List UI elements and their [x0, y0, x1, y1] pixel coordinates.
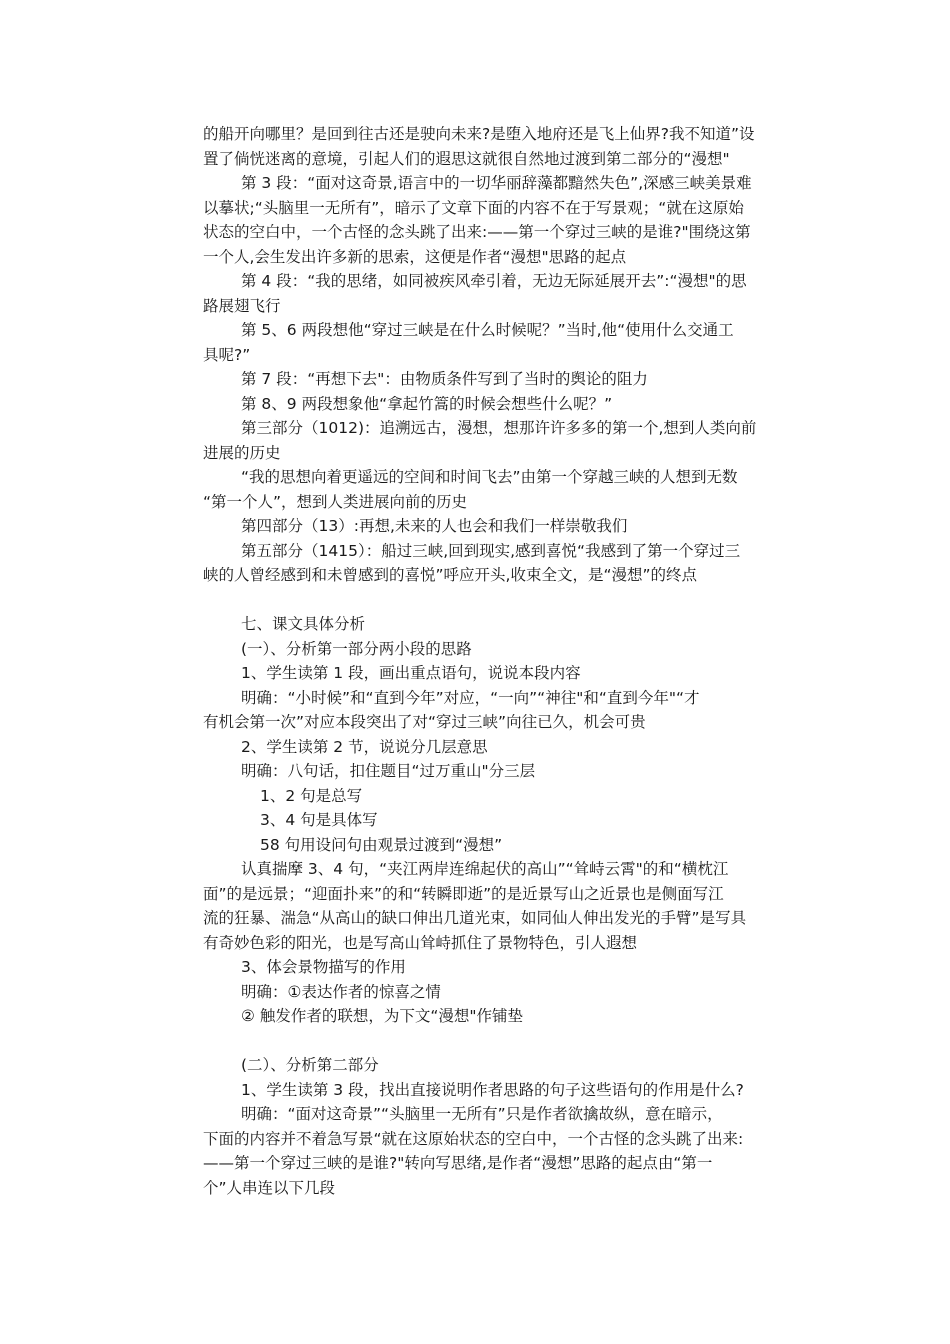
text-line: 下面的内容并不着急写景“就在这原始状态的空白中，一个古怪的念头跳了出来:: [203, 1129, 744, 1148]
paragraph: [203, 514, 811, 539]
text-line: “我的思想向着更遥远的空间和时间飞去”由第一个穿越三峡的人想到无数: [241, 468, 738, 486]
text-line: 进展的历史: [203, 443, 281, 462]
paragraph: [203, 122, 811, 171]
text-line: (一）、分析第一部分两小段的思路: [241, 639, 472, 658]
text-line: 有机会第一次”对应本段突出了对“穿过三峡”向往已久，机会可贵: [203, 713, 646, 731]
text-line: 第四部分（13）:再想,未来的人也会和我们一样崇敬我们: [241, 517, 628, 535]
text-line: 明确：“面对这奇景”“头脑里一无所有”只是作者欲擒故纵，意在暗示，: [241, 1105, 723, 1123]
text-line: ② 触发作者的联想，为下文“漫想"作铺垫: [241, 1007, 523, 1025]
text-line: 第 4 段：“我的思绪，如同被疾风牵引着，无边无际延展开去”:“漫想"的思: [241, 272, 747, 290]
text-line: 1、2 句是总写: [260, 786, 363, 805]
paragraph: [203, 171, 811, 269]
paragraph: [203, 686, 811, 735]
paragraph: [203, 1004, 811, 1029]
paragraph: [203, 269, 811, 318]
text-line: 1、学生读第 1 段，画出重点语句，说说本段内容: [241, 664, 581, 682]
paragraph: [203, 980, 811, 1005]
paragraph: [203, 857, 811, 955]
blank-line: [203, 588, 811, 613]
text-line: 状态的空白中，一个古怪的念头跳了出来:——第一个穿过三峡的是谁?"围绕这第: [203, 223, 751, 241]
paragraph: [203, 784, 811, 809]
paragraph: [203, 833, 811, 858]
paragraph: [203, 661, 811, 686]
text-line: 置了倘恍迷离的意境，引起人们的遐思这就很自然地过渡到第二部分的“漫想": [203, 149, 730, 168]
text-line: 面”的是远景；“迎面扑来”的和“转瞬即逝”的是近景写山之近景也是侧面写江: [203, 884, 724, 903]
text-line: 一个人,会生发出许多新的思索，这便是作者“漫想"思路的起点: [203, 247, 627, 266]
paragraph: [203, 465, 811, 514]
text-line: 第 7 段：“再想下去"：由物质条件写到了当时的舆论的阻力: [241, 370, 648, 388]
text-line: 峡的人曾经感到和未曾感到的喜悦”呼应开头,收束全文，是“漫想”的终点: [203, 566, 698, 584]
text-line: “第一个人”，想到人类进展向前的历史: [203, 492, 468, 511]
text-line: 第 8、9 两段想象他“拿起竹篙的时候会想些什么呢？”: [241, 394, 613, 413]
text-line: 第五部分（1415）：船过三峡,回到现实,感到喜悦“我感到了第一个穿过三: [241, 541, 741, 560]
text-line: 3、4 句是具体写: [260, 811, 378, 829]
text-line: 第三部分（1012)：追溯远古，漫想，想那许许多多的第一个,想到人类向前: [241, 419, 757, 437]
text-line: 3、体会景物描写的作用: [241, 958, 406, 976]
blank-line: [203, 1029, 811, 1054]
paragraph: [203, 416, 811, 465]
text-line: 七、课文具体分析: [241, 615, 366, 633]
paragraph: [203, 1078, 811, 1103]
paragraph: [203, 539, 811, 588]
paragraph: [203, 808, 811, 833]
text-line: 第 5、6 两段想他“穿过三峡是在什么时候呢？”当时,他“使用什么交通工: [241, 321, 734, 339]
text-line: 明确：①表达作者的惊喜之情: [241, 982, 441, 1001]
text-line: 有奇妙色彩的阳光，也是写高山耸峙抓住了景物特色，引人遐想: [203, 933, 638, 952]
text-line: 的船开向哪里？是回到往古还是驶向未来?是堕入地府还是飞上仙界?我不知道”设: [203, 125, 755, 143]
text-line: 认真揣摩 3、4 句，“夹江两岸连绵起伏的高山”“耸峙云霄"的和“横枕江: [241, 860, 729, 878]
paragraph: [203, 318, 811, 367]
text-line: 明确：“小时候”和“直到今年”对应，“一向”“神往"和“直到今年"“才: [241, 688, 700, 707]
document-body: [203, 122, 811, 1200]
text-line: 以摹状;“头脑里一无所有”，暗示了文章下面的内容不在于写景观；“就在这原始: [203, 198, 744, 217]
text-line: (二）、分析第二部分: [241, 1056, 379, 1074]
text-line: ——第一个穿过三峡的是谁?"转向写思绪,是作者“漫想”思路的起点由“第一: [203, 1154, 713, 1172]
paragraph: [203, 759, 811, 784]
text-line: 1、学生读第 3 段，找出直接说明作者思路的句子这些语句的作用是什么?: [241, 1080, 744, 1099]
paragraph: [203, 392, 811, 417]
paragraph: [203, 637, 811, 662]
paragraph: [203, 367, 811, 392]
text-line: 个”人串连以下几段: [203, 1178, 336, 1197]
paragraph: [203, 735, 811, 760]
text-line: 第 3 段：“面对这奇景,语言中的一切华丽辞藻都黯然失色”,深感三峡美景难: [241, 174, 752, 192]
paragraph: [203, 612, 811, 637]
text-line: 58 句用设问句由观景过渡到“漫想”: [260, 835, 503, 854]
text-line: 明确：八句话，扣住题目“过万重山"分三层: [241, 762, 536, 780]
paragraph: [203, 1053, 811, 1078]
text-line: 具呢?”: [203, 345, 251, 364]
paragraph: [203, 955, 811, 980]
paragraph: [203, 1102, 811, 1200]
text-line: 流的狂暴、湍急“从高山的缺口伸出几道光束，如同仙人伸出发光的手臂”是写具: [203, 909, 747, 927]
text-line: 路展翅飞行: [203, 296, 281, 315]
text-line: 2、学生读第 2 节，说说分几层意思: [241, 737, 488, 756]
